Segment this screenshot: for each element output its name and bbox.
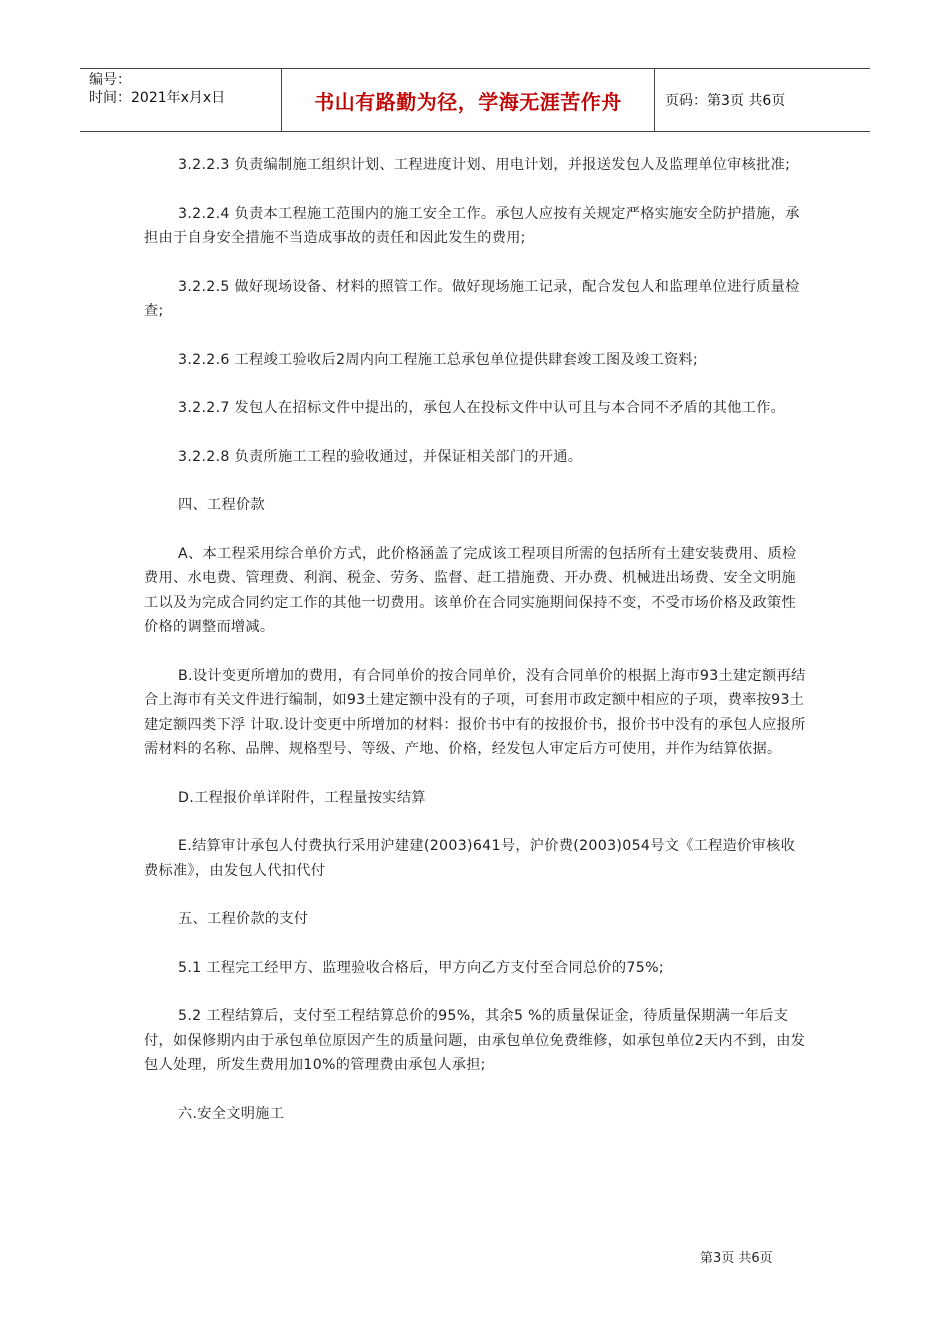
header-motto: 书山有路勤为径，学海无涯苦作舟 <box>282 69 655 131</box>
date-label: 时间：2021年x月x日 <box>89 90 226 106</box>
paragraph: 3.2.2.3 负责编制施工组织计划、工程进度计划、用电计划，并报送发包人及监理单位审核批准; <box>178 157 791 173</box>
paragraph: 5.1 工程完工经甲方、监理验收合格后，甲方向乙方支付至合同总价的75%; <box>178 959 664 976</box>
paragraph: 3.2.2.5 做好现场设备、材料的照管工作。做好现场施工记录，配合发包人和监理单位进行质量检查; <box>144 278 800 319</box>
paragraph: E.结算审计承包人付费执行采用沪建建(2003)641号，沪价费(2003)054号文《工程造价审核收费标准》，由发包人代扣代付 <box>144 838 796 879</box>
section-heading: 五、工程价款的支付 <box>178 911 309 927</box>
section-heading: 六.安全文明施工 <box>178 1105 285 1122</box>
paragraph: 3.2.2.4 负责本工程施工范围内的施工安全工作。承包人应按有关规定严格实施安全防护措施，承担由于自身安全措施不当造成事故的责任和因此发生的费用; <box>144 205 800 246</box>
paragraph: 3.2.2.7 发包人在招标文件中提出的，承包人在投标文件中认可且与本合同不矛盾的其他工作。 <box>178 400 786 416</box>
serial-number-label: 编号： <box>89 72 131 88</box>
paragraph: B.设计变更所增加的费用，有合同单价的按合同单价，没有合同单价的根据上海市93土建定额再结合上海市有关文件进行编制，如93土建定额中没有的子项，可套用市政定额中相应的子项，费率按93土建定额四类下浮 计取.设计变更中所增加的材料：报价书中有的按报价书，报价书中没有的承包人应报所需材料的名称、品牌、规格型号、等级、产地、价格，经发包人审定后方可使用，并作为结算依据。 <box>144 667 806 757</box>
page-footer-number: 第3页 共6页 <box>700 1251 773 1266</box>
section-heading: 四、工程价款 <box>178 497 265 513</box>
paragraph: 3.2.2.8 负责所施工工程的验收通过，并保证相关部门的开通。 <box>178 448 583 465</box>
paragraph: A、本工程采用综合单价方式，此价格涵盖了完成该工程项目所需的包括所有土建安装费用、质检费用、水电费、管理费、利润、税金、劳务、监督、赶工措施费、开办费、机械进出场费、安全文明施工以及为完成合同约定工作的其他一切费用。该单价在合同实施期间保持不变，不受市场价格及政策性价格的调整而增减。 <box>144 545 797 635</box>
header-info-cell <box>80 69 282 131</box>
document-body <box>144 153 808 1150</box>
paragraph: D.工程报价单详附件，工程量按实结算 <box>178 789 426 806</box>
paragraph: 5.2 工程结算后，支付至工程结算总价的95%，其余5 %的质量保证金，待质量保期满一年后支付，如保修期内由于承包单位原因产生的质量问题，由承包单位免费维修，如承包单位2天内不到，由发包人处理，所发生费用加10%的管理费由承包人承担; <box>144 1008 806 1073</box>
page-header <box>80 68 870 132</box>
paragraph: 3.2.2.6 工程竣工验收后2周内向工程施工总承包单位提供肆套竣工图及竣工资料; <box>178 351 699 368</box>
header-page-number: 页码：第3页 共6页 <box>665 93 786 109</box>
